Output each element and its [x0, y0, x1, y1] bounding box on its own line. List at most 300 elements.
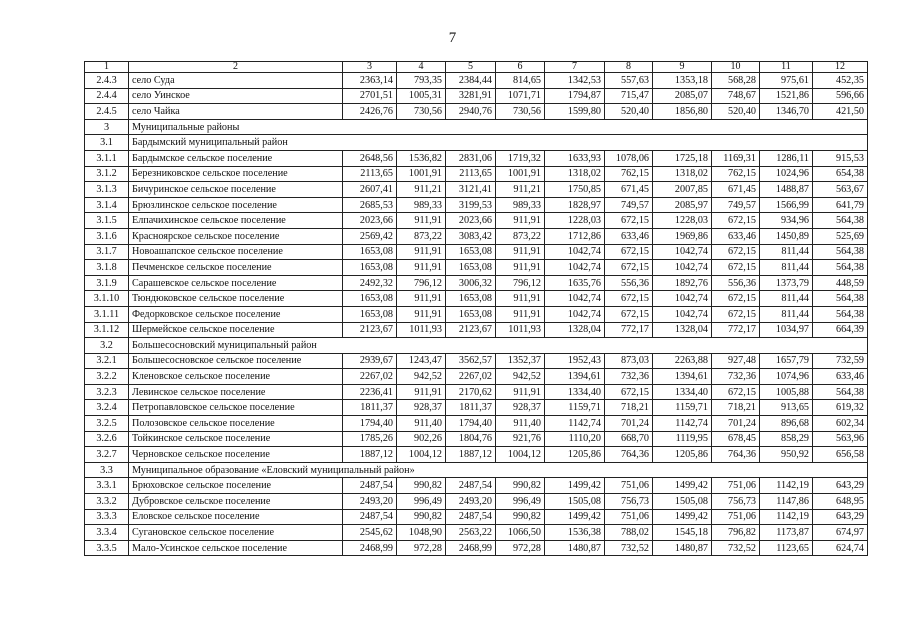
- value-cell: 1142,74: [545, 416, 605, 432]
- value-cell: 2492,32: [343, 275, 397, 291]
- value-cell: 1635,76: [545, 275, 605, 291]
- value-cell: 772,17: [712, 322, 760, 338]
- value-cell: 1794,40: [343, 416, 397, 432]
- value-cell: 2236,41: [343, 384, 397, 400]
- value-cell: 1004,12: [397, 447, 446, 463]
- tariff-table: [84, 61, 868, 556]
- value-cell: 563,96: [813, 431, 868, 447]
- value-cell: 2493,20: [446, 494, 496, 510]
- row-code: 3.2: [85, 338, 129, 354]
- value-cell: 672,15: [712, 384, 760, 400]
- value-cell: 796,12: [496, 275, 545, 291]
- value-cell: 1142,74: [653, 416, 712, 432]
- value-cell: 568,28: [712, 73, 760, 89]
- value-cell: 2123,67: [446, 322, 496, 338]
- value-cell: 1566,99: [760, 197, 813, 213]
- value-cell: 1657,79: [760, 353, 813, 369]
- value-cell: 520,40: [712, 104, 760, 120]
- settlement-name: Еловское сельское поселение: [129, 509, 343, 525]
- value-cell: 1071,71: [496, 88, 545, 104]
- value-cell: 2123,67: [343, 322, 397, 338]
- value-cell: 911,91: [496, 244, 545, 260]
- value-cell: 648,95: [813, 494, 868, 510]
- table-row: [85, 88, 868, 104]
- value-cell: 643,29: [813, 478, 868, 494]
- row-code: 3.2.3: [85, 384, 129, 400]
- value-cell: 421,50: [813, 104, 868, 120]
- value-cell: 2267,02: [446, 369, 496, 385]
- table-row: [85, 416, 868, 432]
- value-cell: 2563,22: [446, 525, 496, 541]
- value-cell: 1042,74: [653, 306, 712, 322]
- settlement-name: Петропавловское сельское поселение: [129, 400, 343, 416]
- value-cell: 633,46: [813, 369, 868, 385]
- row-code: 3.2.5: [85, 416, 129, 432]
- row-code: 2.4.5: [85, 104, 129, 120]
- value-cell: 1328,04: [545, 322, 605, 338]
- settlement-name: Шермейское сельское поселение: [129, 322, 343, 338]
- settlement-name: Сугановское сельское поселение: [129, 525, 343, 541]
- value-cell: 1334,40: [545, 384, 605, 400]
- table-row: [85, 213, 868, 229]
- value-cell: 990,82: [397, 478, 446, 494]
- table-row: [85, 166, 868, 182]
- value-cell: 796,82: [712, 525, 760, 541]
- settlement-name: Бичуринское сельское поселение: [129, 182, 343, 198]
- value-cell: 633,46: [605, 228, 653, 244]
- value-cell: 520,40: [605, 104, 653, 120]
- settlement-name: Большесосновское сельское поселение: [129, 353, 343, 369]
- row-code: 3.2.4: [85, 400, 129, 416]
- row-code: 3.1.2: [85, 166, 129, 182]
- row-code: 3.1.8: [85, 260, 129, 276]
- value-cell: 1499,42: [545, 509, 605, 525]
- value-cell: 811,44: [760, 291, 813, 307]
- value-cell: 2648,56: [343, 150, 397, 166]
- value-cell: 1653,08: [343, 244, 397, 260]
- settlement-name: Елпачихинское сельское поселение: [129, 213, 343, 229]
- value-cell: 1024,96: [760, 166, 813, 182]
- value-cell: 927,48: [712, 353, 760, 369]
- row-code: 2.4.3: [85, 73, 129, 89]
- value-cell: 2263,88: [653, 353, 712, 369]
- value-cell: 1110,20: [545, 431, 605, 447]
- value-cell: 596,66: [813, 88, 868, 104]
- value-cell: 1653,08: [343, 291, 397, 307]
- settlement-name: Брюховское сельское поселение: [129, 478, 343, 494]
- value-cell: 751,06: [605, 478, 653, 494]
- value-cell: 911,91: [397, 291, 446, 307]
- table-row: [85, 369, 868, 385]
- value-cell: 911,91: [397, 260, 446, 276]
- value-cell: 2487,54: [343, 478, 397, 494]
- value-cell: 674,97: [813, 525, 868, 541]
- value-cell: 1794,87: [545, 88, 605, 104]
- value-cell: 1725,18: [653, 150, 712, 166]
- value-cell: 564,38: [813, 260, 868, 276]
- table-row: [85, 306, 868, 322]
- settlement-name: село Суда: [129, 73, 343, 89]
- settlement-name: Бардымское сельское поселение: [129, 150, 343, 166]
- value-cell: 990,82: [496, 509, 545, 525]
- value-cell: 1042,74: [545, 260, 605, 276]
- value-cell: 748,67: [712, 88, 760, 104]
- value-cell: 975,61: [760, 73, 813, 89]
- value-cell: 1078,06: [605, 150, 653, 166]
- table-row: [85, 182, 868, 198]
- value-cell: 1394,61: [653, 369, 712, 385]
- value-cell: 1828,97: [545, 197, 605, 213]
- row-code: 3.1.4: [85, 197, 129, 213]
- column-number: 11: [760, 62, 813, 73]
- value-cell: 672,15: [712, 244, 760, 260]
- value-cell: 718,21: [605, 400, 653, 416]
- row-code: 3.1.6: [85, 228, 129, 244]
- section-row: [85, 462, 868, 478]
- value-cell: 672,15: [605, 291, 653, 307]
- value-cell: 873,22: [397, 228, 446, 244]
- value-cell: 911,91: [496, 291, 545, 307]
- value-cell: 911,91: [397, 213, 446, 229]
- value-cell: 911,91: [397, 306, 446, 322]
- row-code: 3.2.7: [85, 447, 129, 463]
- column-number: 8: [605, 62, 653, 73]
- settlement-name: Брюзлинское сельское поселение: [129, 197, 343, 213]
- value-cell: 643,29: [813, 509, 868, 525]
- value-cell: 749,57: [712, 197, 760, 213]
- value-cell: 996,49: [397, 494, 446, 510]
- value-cell: 672,15: [712, 291, 760, 307]
- value-cell: 911,40: [496, 416, 545, 432]
- settlement-name: Федорковское сельское поселение: [129, 306, 343, 322]
- value-cell: 896,68: [760, 416, 813, 432]
- table-row: [85, 322, 868, 338]
- value-cell: 664,39: [813, 322, 868, 338]
- value-cell: 2607,41: [343, 182, 397, 198]
- value-cell: 2363,14: [343, 73, 397, 89]
- value-cell: 1042,74: [653, 244, 712, 260]
- settlement-name: Тойкинское сельское поселение: [129, 431, 343, 447]
- value-cell: 2493,20: [343, 494, 397, 510]
- value-cell: 811,44: [760, 244, 813, 260]
- value-cell: 762,15: [712, 166, 760, 182]
- value-cell: 1142,19: [760, 509, 813, 525]
- value-cell: 3006,32: [446, 275, 496, 291]
- settlement-name: Сарашевское сельское поселение: [129, 275, 343, 291]
- column-number: 9: [653, 62, 712, 73]
- value-cell: 641,79: [813, 197, 868, 213]
- value-cell: 1653,08: [343, 306, 397, 322]
- value-cell: 1969,86: [653, 228, 712, 244]
- value-cell: 990,82: [496, 478, 545, 494]
- table-row: [85, 244, 868, 260]
- value-cell: 811,44: [760, 260, 813, 276]
- value-cell: 796,12: [397, 275, 446, 291]
- section-title: Муниципальные районы: [129, 119, 868, 135]
- value-cell: 911,91: [496, 213, 545, 229]
- value-cell: 1001,91: [496, 166, 545, 182]
- value-cell: 942,52: [496, 369, 545, 385]
- value-cell: 1811,37: [446, 400, 496, 416]
- value-cell: 1505,08: [653, 494, 712, 510]
- column-number: 4: [397, 62, 446, 73]
- section-title: Большесосновский муниципальный район: [129, 338, 868, 354]
- value-cell: 913,65: [760, 400, 813, 416]
- value-cell: 1346,70: [760, 104, 813, 120]
- value-cell: 873,03: [605, 353, 653, 369]
- table-row: [85, 384, 868, 400]
- value-cell: 564,38: [813, 213, 868, 229]
- value-cell: 1804,76: [446, 431, 496, 447]
- value-cell: 1653,08: [343, 260, 397, 276]
- value-cell: 672,15: [605, 384, 653, 400]
- table-row: [85, 400, 868, 416]
- value-cell: 2085,97: [653, 197, 712, 213]
- value-cell: 2468,99: [446, 540, 496, 556]
- table-row: [85, 150, 868, 166]
- table-row: [85, 73, 868, 89]
- value-cell: 793,35: [397, 73, 446, 89]
- section-row: [85, 119, 868, 135]
- value-cell: 1205,86: [545, 447, 605, 463]
- value-cell: 2023,66: [446, 213, 496, 229]
- value-cell: 1353,18: [653, 73, 712, 89]
- value-cell: 911,21: [397, 182, 446, 198]
- value-cell: 751,06: [712, 478, 760, 494]
- value-cell: 1159,71: [545, 400, 605, 416]
- value-cell: 1147,86: [760, 494, 813, 510]
- value-cell: 989,33: [397, 197, 446, 213]
- value-cell: 701,24: [712, 416, 760, 432]
- value-cell: 1811,37: [343, 400, 397, 416]
- value-cell: 1042,74: [545, 306, 605, 322]
- column-number: 2: [129, 62, 343, 73]
- row-code: 3.3.1: [85, 478, 129, 494]
- value-cell: 990,82: [397, 509, 446, 525]
- value-cell: 732,52: [605, 540, 653, 556]
- value-cell: 911,91: [397, 384, 446, 400]
- value-cell: 730,56: [397, 104, 446, 120]
- value-cell: 1005,31: [397, 88, 446, 104]
- value-cell: 1794,40: [446, 416, 496, 432]
- row-code: 3.2.2: [85, 369, 129, 385]
- value-cell: 764,36: [712, 447, 760, 463]
- value-cell: 654,38: [813, 166, 868, 182]
- value-cell: 911,21: [496, 182, 545, 198]
- value-cell: 1169,31: [712, 150, 760, 166]
- value-cell: 715,47: [605, 88, 653, 104]
- column-number: 5: [446, 62, 496, 73]
- value-cell: 1042,74: [653, 291, 712, 307]
- value-cell: 1887,12: [446, 447, 496, 463]
- value-cell: 732,36: [712, 369, 760, 385]
- value-cell: 756,73: [712, 494, 760, 510]
- value-cell: 1952,43: [545, 353, 605, 369]
- value-cell: 1228,03: [545, 213, 605, 229]
- value-cell: 1653,08: [446, 244, 496, 260]
- section-row: [85, 338, 868, 354]
- value-cell: 564,38: [813, 244, 868, 260]
- value-cell: 602,34: [813, 416, 868, 432]
- row-code: 3.3.4: [85, 525, 129, 541]
- value-cell: 858,29: [760, 431, 813, 447]
- table-row: [85, 525, 868, 541]
- value-cell: 1228,03: [653, 213, 712, 229]
- value-cell: 928,37: [496, 400, 545, 416]
- value-cell: 1653,08: [446, 306, 496, 322]
- value-cell: 934,96: [760, 213, 813, 229]
- row-code: 2.4.4: [85, 88, 129, 104]
- column-number: 6: [496, 62, 545, 73]
- value-cell: 1633,93: [545, 150, 605, 166]
- value-cell: 452,35: [813, 73, 868, 89]
- section-title: Бардымский муниципальный район: [129, 135, 868, 151]
- value-cell: 1352,37: [496, 353, 545, 369]
- table-row: [85, 275, 868, 291]
- value-cell: 942,52: [397, 369, 446, 385]
- value-cell: 1334,40: [653, 384, 712, 400]
- value-cell: 911,91: [496, 384, 545, 400]
- table-row: [85, 478, 868, 494]
- value-cell: 2170,62: [446, 384, 496, 400]
- value-cell: 633,46: [712, 228, 760, 244]
- value-cell: 2545,62: [343, 525, 397, 541]
- value-cell: 2267,02: [343, 369, 397, 385]
- value-cell: 911,91: [397, 244, 446, 260]
- row-code: 3.1.11: [85, 306, 129, 322]
- value-cell: 1488,87: [760, 182, 813, 198]
- table-row: [85, 228, 868, 244]
- value-cell: 1342,53: [545, 73, 605, 89]
- value-cell: 1173,87: [760, 525, 813, 541]
- value-cell: 989,33: [496, 197, 545, 213]
- value-cell: 1042,74: [653, 260, 712, 276]
- row-code: 3.3.2: [85, 494, 129, 510]
- value-cell: 911,91: [496, 306, 545, 322]
- value-cell: 3083,42: [446, 228, 496, 244]
- value-cell: 1066,50: [496, 525, 545, 541]
- value-cell: 1653,08: [446, 291, 496, 307]
- settlement-name: Мало-Усинское сельское поселение: [129, 540, 343, 556]
- settlement-name: Красноярское сельское поселение: [129, 228, 343, 244]
- value-cell: 1042,74: [545, 291, 605, 307]
- value-cell: 1373,79: [760, 275, 813, 291]
- value-cell: 672,15: [605, 306, 653, 322]
- value-cell: 772,17: [605, 322, 653, 338]
- settlement-name: Березниковское сельское поселение: [129, 166, 343, 182]
- settlement-name: Левинское сельское поселение: [129, 384, 343, 400]
- table-row: [85, 197, 868, 213]
- value-cell: 902,26: [397, 431, 446, 447]
- value-cell: 732,59: [813, 353, 868, 369]
- table-row: [85, 260, 868, 276]
- value-cell: 1536,38: [545, 525, 605, 541]
- value-cell: 556,36: [605, 275, 653, 291]
- value-cell: 915,53: [813, 150, 868, 166]
- value-cell: 873,22: [496, 228, 545, 244]
- value-cell: 1480,87: [545, 540, 605, 556]
- table-row: [85, 540, 868, 556]
- settlement-name: Новоашапское сельское поселение: [129, 244, 343, 260]
- value-cell: 1034,97: [760, 322, 813, 338]
- table-row: [85, 431, 868, 447]
- value-cell: 1328,04: [653, 322, 712, 338]
- value-cell: 564,38: [813, 291, 868, 307]
- row-code: 3.3: [85, 462, 129, 478]
- value-cell: 672,15: [712, 213, 760, 229]
- value-cell: 563,67: [813, 182, 868, 198]
- value-cell: 1394,61: [545, 369, 605, 385]
- value-cell: 3199,53: [446, 197, 496, 213]
- row-code: 3.1.1: [85, 150, 129, 166]
- value-cell: 1042,74: [545, 244, 605, 260]
- value-cell: 1142,19: [760, 478, 813, 494]
- value-cell: 2487,54: [343, 509, 397, 525]
- value-cell: 1499,42: [653, 478, 712, 494]
- value-cell: 656,58: [813, 447, 868, 463]
- value-cell: 3281,91: [446, 88, 496, 104]
- value-cell: 525,69: [813, 228, 868, 244]
- column-number: 3: [343, 62, 397, 73]
- value-cell: 671,45: [605, 182, 653, 198]
- table-row: [85, 104, 868, 120]
- value-cell: 1243,47: [397, 353, 446, 369]
- value-cell: 1004,12: [496, 447, 545, 463]
- value-cell: 972,28: [397, 540, 446, 556]
- value-cell: 1001,91: [397, 166, 446, 182]
- settlement-name: Тюндюковское сельское поселение: [129, 291, 343, 307]
- table-row: [85, 494, 868, 510]
- value-cell: 911,40: [397, 416, 446, 432]
- value-cell: 756,73: [605, 494, 653, 510]
- row-code: 3.1.3: [85, 182, 129, 198]
- row-code: 3.3.3: [85, 509, 129, 525]
- value-cell: 1545,18: [653, 525, 712, 541]
- value-cell: 1521,86: [760, 88, 813, 104]
- value-cell: 2487,54: [446, 509, 496, 525]
- value-cell: 672,15: [605, 244, 653, 260]
- value-cell: 2007,85: [653, 182, 712, 198]
- value-cell: 619,32: [813, 400, 868, 416]
- row-code: 3.1.7: [85, 244, 129, 260]
- column-number: 7: [545, 62, 605, 73]
- value-cell: 1480,87: [653, 540, 712, 556]
- table-row: [85, 509, 868, 525]
- value-cell: 1887,12: [343, 447, 397, 463]
- page-number: 7: [448, 30, 457, 46]
- value-cell: 678,45: [712, 431, 760, 447]
- value-cell: 950,92: [760, 447, 813, 463]
- value-cell: 557,63: [605, 73, 653, 89]
- row-code: 3.2.1: [85, 353, 129, 369]
- value-cell: 762,15: [605, 166, 653, 182]
- column-number: 1: [85, 62, 129, 73]
- value-cell: 788,02: [605, 525, 653, 541]
- column-number: 12: [813, 62, 868, 73]
- value-cell: 751,06: [712, 509, 760, 525]
- value-cell: 1159,71: [653, 400, 712, 416]
- value-cell: 1505,08: [545, 494, 605, 510]
- column-number-row: [85, 62, 868, 73]
- value-cell: 996,49: [496, 494, 545, 510]
- value-cell: 1011,93: [397, 322, 446, 338]
- value-cell: 564,38: [813, 384, 868, 400]
- value-cell: 2940,76: [446, 104, 496, 120]
- value-cell: 3121,41: [446, 182, 496, 198]
- value-cell: 1286,11: [760, 150, 813, 166]
- value-cell: 672,15: [712, 260, 760, 276]
- value-cell: 928,37: [397, 400, 446, 416]
